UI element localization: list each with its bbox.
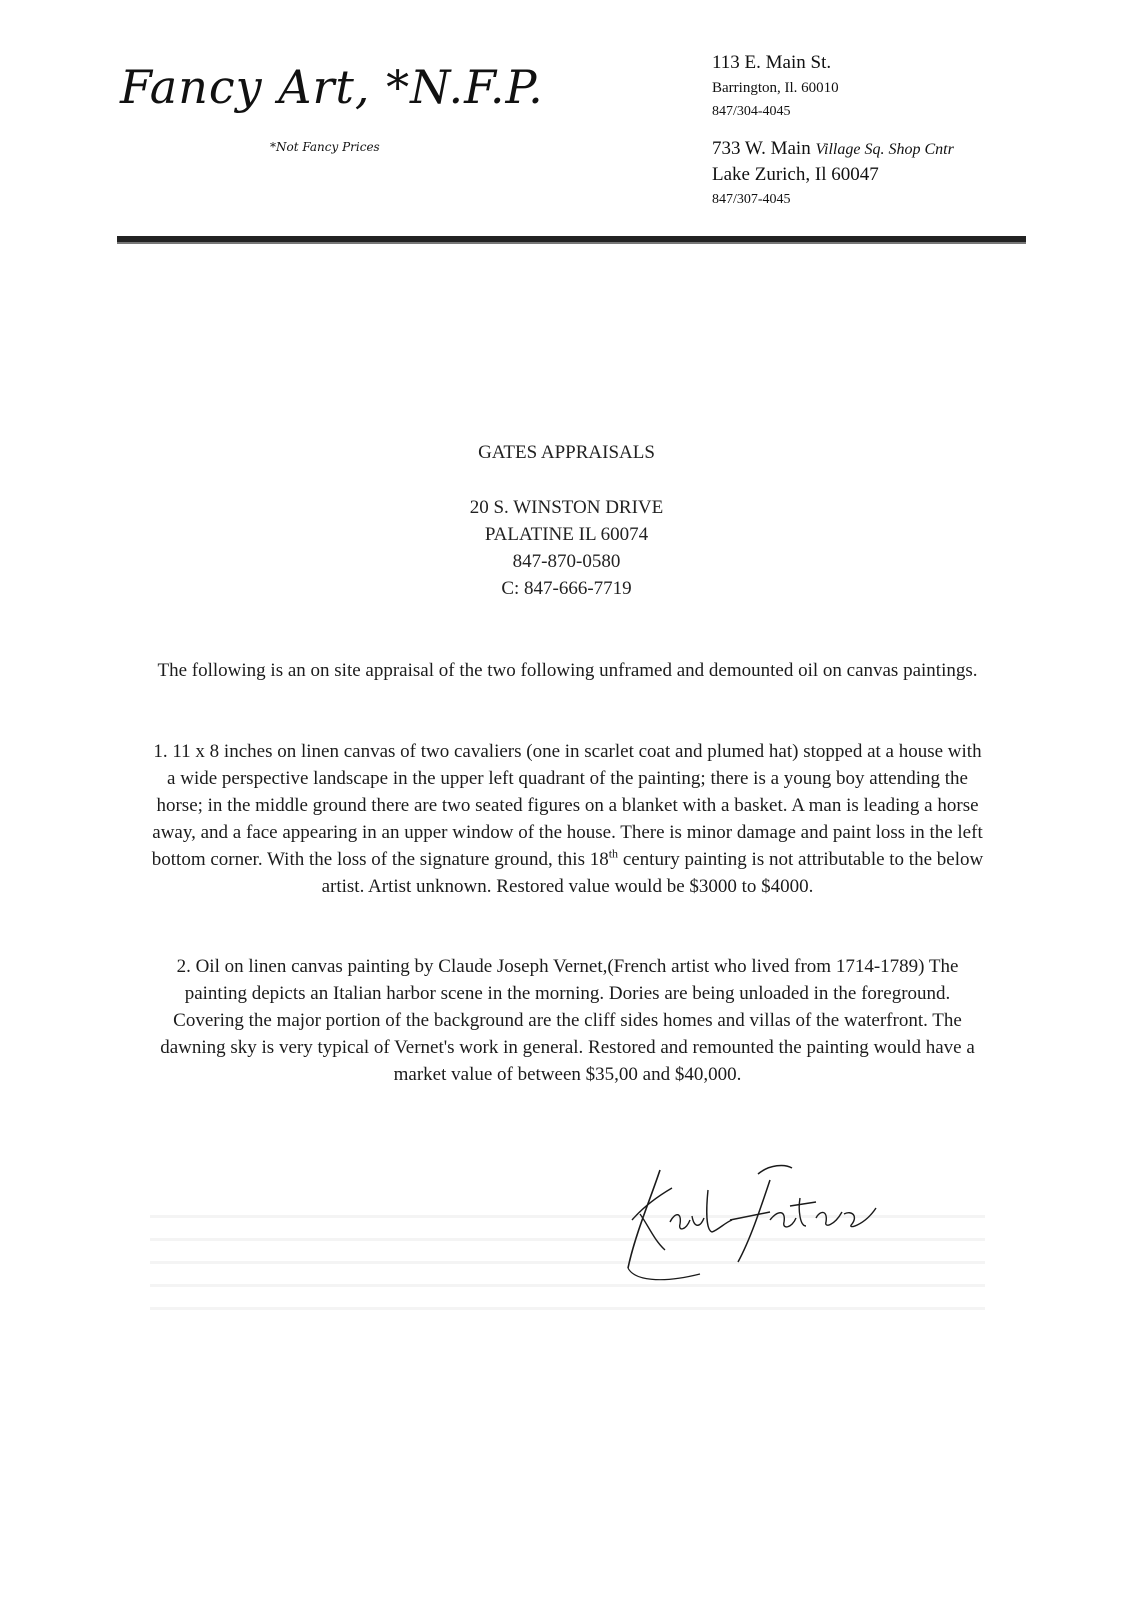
company-tagline: *Not Fancy Prices (270, 140, 380, 154)
item1-text-b: century painting is not attributable to the below artist. Artist unknown. Restored value would be $3000 to $4000. (321, 849, 984, 897)
appraisal-item-1 (150, 738, 985, 900)
recipient-name: GATES APPRAISALS (478, 442, 655, 463)
location1-city: Barrington, Il. 60010 (712, 80, 839, 96)
recipient-address-line: 847-870-0580 (512, 551, 621, 572)
recipient-address-line: 20 S. WINSTON DRIVE (469, 497, 664, 518)
location1-phone: 847/304-4045 (712, 104, 791, 119)
faint-line (150, 1307, 985, 1310)
recipient-address (0, 494, 1133, 602)
appraisal-item-2: 2. Oil on linen canvas painting by Claude Joseph Vernet,(French artist who lived from 1714-1789) The painting depicts an Italian harbor scene in the morning. Dories are being unloaded in the foreground. Covering the major portion of the background are the cliff sides homes and villas of the waterfront. The dawning sky is very typical of Vernet's work in general. Restored and remounted the painting would have a market value of between $35,00 and $40,000. (160, 956, 975, 1085)
location2-street-line (712, 138, 954, 160)
company-logo: Fancy Art, *N.F.P. (120, 60, 544, 114)
item1-text-a: 1. 11 x 8 inches on linen canvas of two cavaliers (one in scarlet coat and plumed hat) stopped at a house with a wide perspective landscape in the upper left quadrant of the painting; there is a young boy attending the horse; in the middle ground there are two seated figures on a blanket with a basket. A man is leading a horse away, and a face appearing in an upper window of the house. There is minor damage and paint loss in the left bottom corner. With the loss of the signature ground, this 18 (151, 741, 983, 870)
faint-line (150, 1215, 985, 1218)
intro-paragraph: The following is an on site appraisal of the two following unframed and demounted oil on canvas paintings. (157, 660, 978, 681)
location2-center: Village Sq. Shop Cntr (815, 141, 954, 158)
letterhead-rule (117, 236, 1026, 244)
faint-line (150, 1284, 985, 1287)
location2-phone: 847/307-4045 (712, 192, 791, 207)
location1-street: 113 E. Main St. (712, 52, 832, 73)
item1-superscript: th (608, 846, 619, 861)
bleed-through-lines (150, 1215, 985, 1375)
faint-line (150, 1261, 985, 1264)
location2-street: 733 W. Main (712, 138, 811, 159)
location2-city: Lake Zurich, Il 60047 (712, 164, 879, 185)
recipient-address-line: PALATINE IL 60074 (484, 524, 649, 545)
recipient-address-line: C: 847-666-7719 (501, 578, 632, 599)
faint-line (150, 1238, 985, 1241)
